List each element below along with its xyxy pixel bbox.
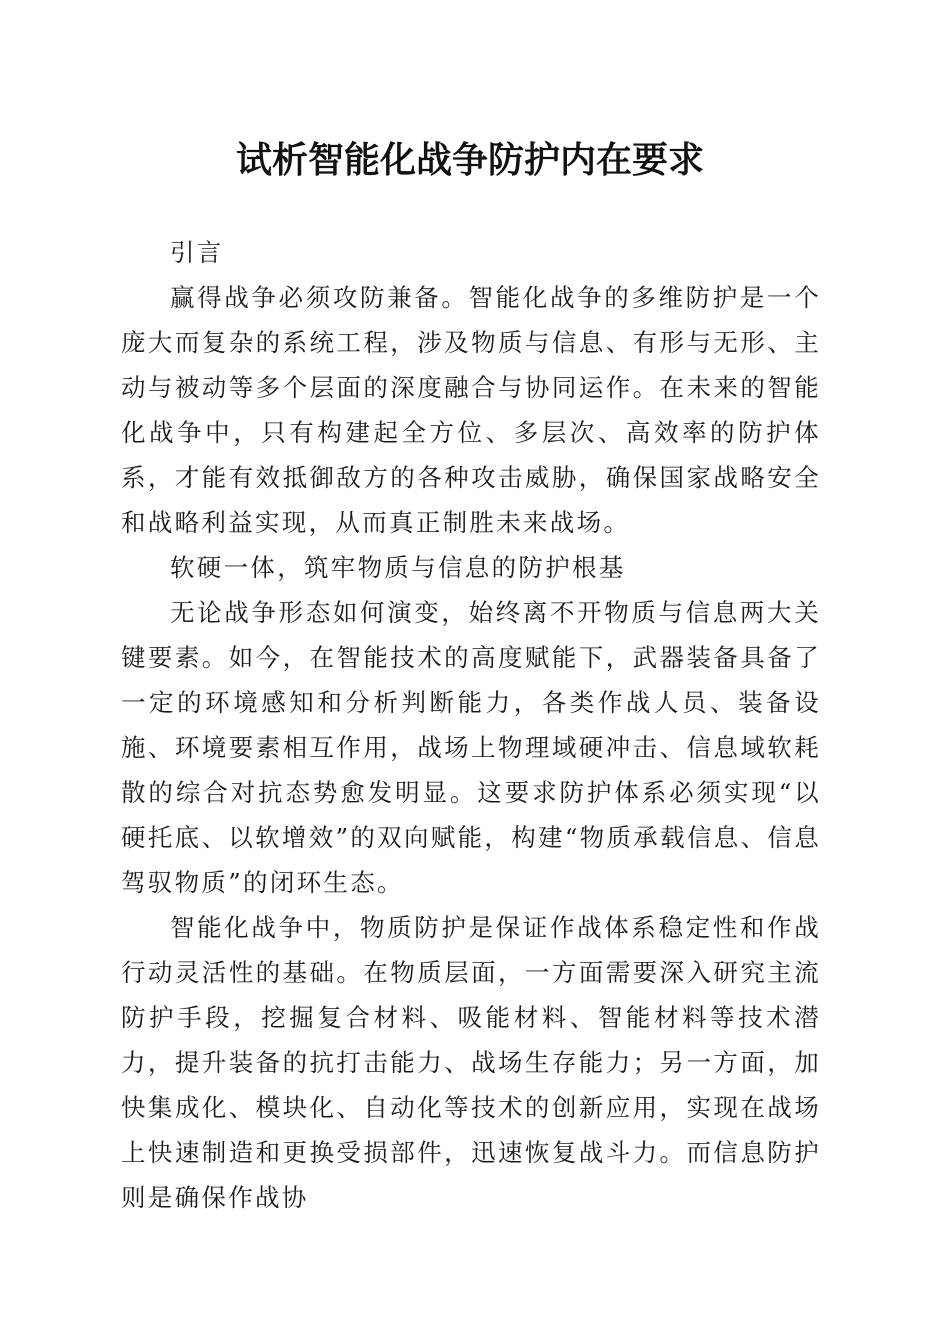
document-body: [121, 230, 821, 1220]
paragraph-body: 智能化战争中，物质防护是保证作战体系稳定性和作战行动灵活性的基础。在物质层面，一方面需要深入研究主流防护手段，挖掘复合材料、吸能材料、智能材料等技术潜力，提升装备的抗打击能力、战场生存能力；另一方面，加快集成化、模块化、自动化等技术的创新应用，实现在战场上快速制造和更换受损部件，迅速恢复战斗力。而信息防护则是确保作战协: [121, 913, 821, 1212]
paragraph-body: 无论战争形态如何演变，始终离不开物质与信息两大关键要素。如今，在智能技术的高度赋能下，武器装备具备了一定的环境感知和分析判断能力，各类作战人员、装备设施、环境要素相互作用，战场上物理域硬冲击、信息域软耗散的综合对抗态势愈发明显。这要求防护体系必须实现“以硬托底、以软增效”的双向赋能，构建“物质承载信息、信息驾驭物质”的闭环生态。: [121, 598, 821, 897]
paragraph-intro-heading: 引言: [170, 238, 224, 267]
paragraph-section-heading: 软硬一体，筑牢物质与信息的防护根基: [170, 553, 626, 582]
paragraph-intro: 赢得战争必须攻防兼备。智能化战争的多维防护是一个庞大而复杂的系统工程，涉及物质与信息、有形与无形、主动与被动等多个层面的深度融合与协同运作。在未来的智能化战争中，只有构建起全方位、多层次、高效率的防护体系，才能有效抵御敌方的各种攻击威胁，确保国家战略安全和战略利益实现，从而真正制胜未来战场。: [121, 283, 821, 537]
document-title: 试析智能化战争防护内在要求: [235, 139, 704, 181]
